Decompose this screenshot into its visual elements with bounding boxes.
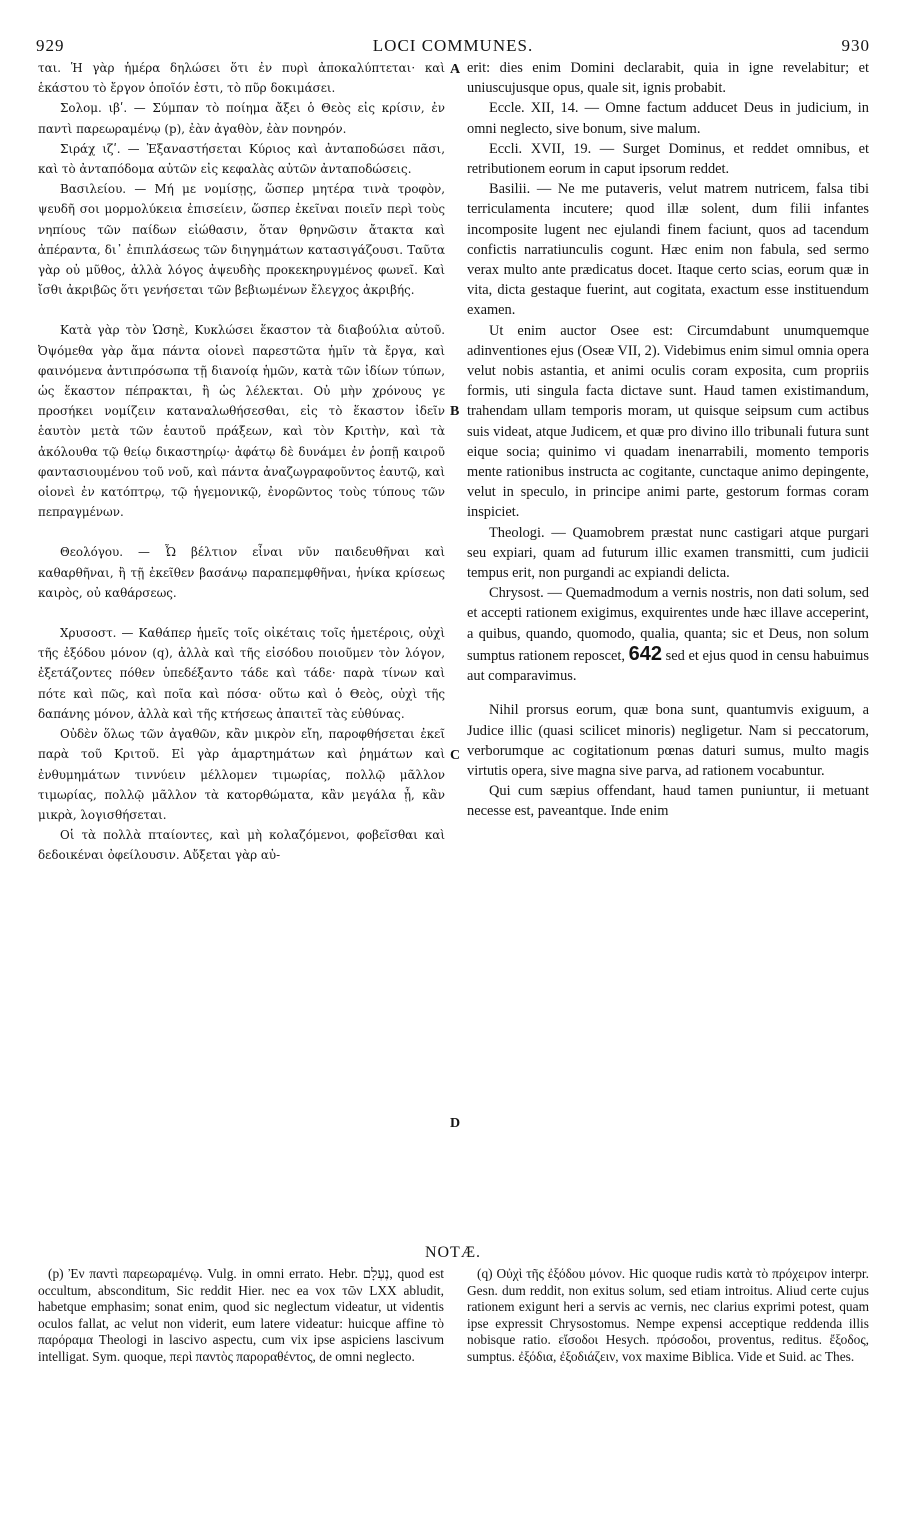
greek-paragraph: Οὐδὲν ὅλως τῶν ἀγαθῶν, κἂν μικρὸν εἴη, παροφθήσεται ἐκεῖ παρὰ τοῦ Κριτοῦ. Εἰ γὰρ ἁμαρτημάτων καὶ ῥημάτων καὶ ἐνθυμημάτων τιννύειν μέλλομεν τιμωρίας, πολλῷ μᾶλλον τιμωρίας, πολλῷ μᾶλλον τὰ κατορθώματα, κἂν μεγάλα ᾖ, κἂν μικρὰ, λογισθήσεται.	[38, 727, 445, 822]
note-text: (q) Οὐχὶ τῆς ἐξόδου μόνον. Hic quoque rudis κατὰ τὸ πρόχειρον interpr. Gesn. dum reddit, non exitus solum, sed etiam introitus. Aliud certe cujus rationem exigunt heri a servis ac vernis, nec clarius exprimi potest, quam ipse expressit Chrysostomus. Nempe expensi acceptique reddenda illis nobisque ratio. εἴσοδοι Hesych. πρόσοδοι, proventus, reditus. ἔξοδος, sumptus. ἐξόδια, ἐξοδιάζειν, vox maxime Biblica. Vide et Suid. ac Thes.	[467, 1266, 869, 1364]
greek-paragraph: Θεολόγου. — Ὦ βέλτιον εἶναι νῦν παιδευθῆναι καὶ καθαρθῆναι, ἢ τῇ ἐκεῖθεν βασάνῳ παραπεμφθῆναι, ἡνίκα κρίσεως καιρὸς, οὐ καθάρσεως.	[38, 545, 445, 600]
margin-letter-c: C	[450, 748, 461, 763]
latin-paragraph: Basilii. — Ne me putaveris, velut matrem nutricem, falsa tibi terriculamenta incutere; quod illæ solent, dum filii infantes incomposite lugent nec ejulandi finem faciunt, quos ad tacendum confictis narratiunculis cogunt. Hæc enim non fabula, sed sermo verax multo ante prædicatus docet. Itaque certo scias, eorum quæ in vita, dicta gestaque fuerint, aut cogitata, exactum esse instituendum examen.	[467, 181, 869, 319]
latin-paragraph: Ut enim auctor Osee est: Circumdabunt unumquemque adinventiones ejus (Oseæ VII, 2). Videbimus enim simul omnia opera velut nobis astantia, et animi oculis coram exposita, cum propriis formis, uti singula facta dictave sunt. Haud tamen existimandum, trahendam ullam temporis moram, ut quisque seipsum cum actibus suis videat, atque Judicem, et quæ pro divino illo tribunali futura sunt eique socia; quinimo vi quadam inenarrabili, momento temporis mente rationibus instructa ac cogitante, cunctaque animo depingente, velut in speculo, in principe animi parte, gestorum formas coram inspiciet.	[467, 322, 869, 521]
latin-paragraph: Theologi. — Quamobrem præstat nunc castigari atque purgari seu expiari, quam ad futurum illic examen transmitti, cum judicii tempus erit, non purgandi ac expiandi delicta.	[467, 524, 869, 582]
greek-paragraph: Κατὰ γὰρ τὸν Ὡσηὲ, Κυκλώσει ἕκαστον τὰ διαβούλια αὐτοῦ. Ὀψόμεθα γὰρ ἅμα πάντα οἱονεὶ παρεστῶτα ἡμῖν τὰ ἔργα, καὶ φαινόμενα ἀντιπρόσωπα τῇ διανοίᾳ ἡμῶν, κατὰ τῶν ἰδίων τύπων, ὡς ἕκαστον πέπρακται, ἢ ὡς λέλεκται. Οὐ μὴν χρόνους γε προσήκει νομίζειν καταναλωθήσεσθαι, εἰς τὸ ἕκαστον ἰδεῖν ἑαυτὸν μετὰ τῶν ἑαυτοῦ πράξεων, καὶ τὸν Κριτὴν, καὶ τὰ ἀκόλουθα τῷ θείῳ δικαστηρίῳ· ἀφάτῳ δὲ δυνάμει ἐν ῥοπῇ καιροῦ φαντασιουμένου τοῦ νοῦ, καὶ πάντα ἀναζωγραφοῦντος ἑαυτῷ, καὶ οἱονεὶ ἐν κατόπτρῳ, τῷ ἡγεμονικῷ, ἐνορῶντος τοὺς τύπους τῶν πεπραγμένων.	[38, 323, 445, 520]
margin-letter-b: B	[450, 404, 460, 419]
note-p	[38, 1266, 444, 1366]
greek-paragraph: Οἱ τὰ πολλὰ πταίοντες, καὶ μὴ κολαζόμενοι, φοβεῖσθαι καὶ δεδοικέναι ὀφείλουσιν. Αὔξεται γὰρ αὐ-	[38, 828, 445, 863]
latin-paragraph: Eccle. XII, 14. — Omne factum adducet Deus in judicium, in omni neglecto, sive bonum, sive malum.	[467, 100, 869, 137]
greek-paragraph: Σιράχ ιζʹ. — Ἐξαναστήσεται Κύριος καὶ ἀνταποδώσει πᾶσι, καὶ τὸ ἀνταπόδομα αὐτῶν εἰς κεφαλὰς αὐτῶν ἀνταποδώσεις.	[38, 141, 445, 177]
latin-text: Chrysost. — Quemadmodum a vernis nostris, non dati solum, sed et accepti rationem exigimus, exquirentes unde hæc illave acceperint, a quibus, quando, quomodo, qualia, quanta; sic et Deus, non solum sumptus rationem reposcet,	[467, 585, 869, 664]
margin-letter-d: D	[450, 1116, 461, 1131]
latin-paragraph: Eccli. XVII, 19. — Surget Dominus, et reddet omnibus, et retributionem eorum in caput ipsorum reddet.	[467, 140, 869, 178]
greek-paragraph: ται. Ἡ γὰρ ἡμέρα δηλώσει ὅτι ἐν πυρὶ ἀποκαλύπτεται· καὶ ἑκάστου τὸ ἔργον ὁποῖόν ἐστι, τὸ πῦρ δοκιμάσει.	[38, 61, 445, 96]
running-title: LOCI COMMUNES.	[372, 36, 534, 55]
greek-paragraph: Σολομ. ιβʹ. — Σύμπαν τὸ ποίημα ἄξει ὁ Θεὸς εἰς κρίσιν, ἐν παντὶ παρεωραμένῳ (p), ἐὰν ἀγαθὸν, ἐὰν πονηρόν.	[38, 101, 445, 136]
greek-paragraph: Χρυσοστ. — Καθάπερ ἡμεῖς τοῖς οἰκέταις τοῖς ἡμετέροις, οὐχὶ τῆς ἐξόδου μόνον (q), ἀλλὰ καὶ τῆς εἰσόδου ποιοῦμεν τὸν λόγον, ἐξετάζοντες πόθεν ὑπεδέξαντο τάδε καὶ τάδε· παρὰ τίνων καὶ πότε καὶ πῶς, καὶ ποῖα καὶ πόσα· οὕτω καὶ ὁ Θεὸς, οὐχὶ τῆς δαπάνης μόνον, ἀλλὰ καὶ τῆς κτήσεως ἀπαιτεῖ τὰς εὐθύνας.	[38, 626, 445, 721]
note-q	[467, 1266, 869, 1366]
notes-heading: NOTÆ.	[424, 1244, 482, 1261]
latin-paragraph: erit: dies enim Domini declarabit, quia in igne revelabitur; et uniuscujusque opus, quale sit, ignis probabit.	[467, 60, 869, 97]
latin-paragraph: Qui cum sæpius offendant, haud tamen puniuntur, ii metuant necesse est, paveantque. Inde enim	[467, 783, 869, 820]
margin-letter-a: A	[450, 62, 461, 77]
page-number-right: 930	[841, 36, 870, 55]
greek-paragraph: Βασιλείου. — Μή με νομίσῃς, ὥσπερ μητέρα τινὰ τροφὸν, ψευδῆ σοι μορμολύκεια ἐπισείειν, ὥσπερ ἐκεῖναι ποιεῖν περὶ τοὺς νηπίους τῶν παίδων εἰώθασιν, ὅταν θρηνῶσιν ἄτακτα καὶ ἀπέραντα, δι᾽ ἐπιπλάσεως τῶν διηγημάτων κατασιγάζουσι. Ταῦτα γὰρ οὐ μῦθος, ἀλλὰ λόγος ἀψευδὴς προκεκηρυγμένος φωνεῖ. Καὶ ἴσθι ἀκριβῶς ὅτι γενήσεται τῶν βεβιωμένων ἔλεγχος ἀκριβής.	[38, 182, 445, 298]
note-text: (p) Ἐν παντὶ παρεωραμένῳ. Vulg. in omni errato. Hebr. נֶעְלָם, quod est occultum, absconditum, Sic reddit Hier. nec ea vox τῶν LXX abludit, habetque emphasim; sonat enim, quod sic neglectum videatur, ut videntis oculos fallat, ac velut non viderit, eum latere videatur: huicque affine τὸ παρόραμα Theologi in lascivo aspectu, cum vix ipse aspiciens lascivum intelligat. Sym. quoque, περὶ παντὸς παροραθέντος, de omni neglecto.	[38, 1266, 445, 1364]
greek-column	[38, 58, 445, 866]
latin-paragraph	[467, 583, 869, 686]
running-header	[32, 36, 874, 56]
latin-paragraph: Nihil prorsus eorum, quæ bona sunt, quantumvis exiguum, a Judice illic (quasi scilicet minoris) negligetur. Nam si peccatorum, verborumque ac cogitationum pœnas daturi sumus, multo magis virtutis opera, sive magna sive parva, ad rationem vocabuntur.	[467, 702, 869, 779]
latin-column	[467, 58, 869, 822]
latin-text: sed et ejus quod in censu habuimus aut comparavimus.	[467, 647, 869, 685]
page-number-left: 929	[36, 36, 65, 55]
column-number: 642	[628, 642, 662, 665]
